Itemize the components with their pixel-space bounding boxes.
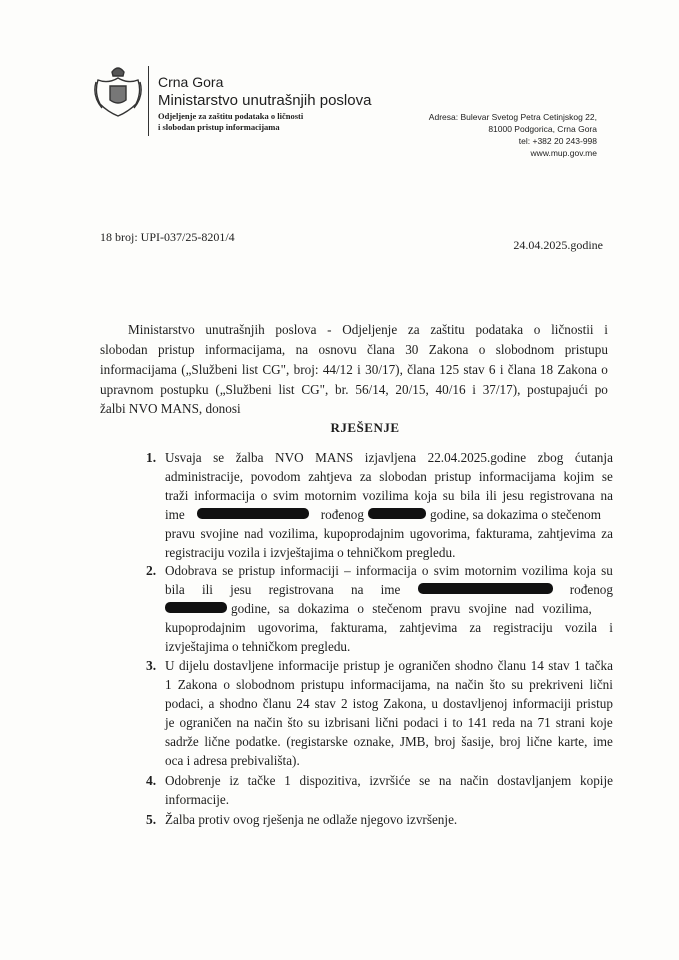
word: stav xyxy=(548,658,570,673)
word: 37/17), xyxy=(482,382,521,397)
word: podaci, xyxy=(165,696,204,711)
word: Zakona, xyxy=(383,696,427,711)
word: registrovana xyxy=(529,488,595,503)
word: broj: xyxy=(293,362,319,377)
word: način xyxy=(460,773,489,788)
word: informacija xyxy=(355,563,417,578)
word: jesu xyxy=(502,488,524,503)
word: a xyxy=(208,696,215,711)
word: što xyxy=(489,677,506,692)
word: to xyxy=(452,715,463,730)
word: pristupu xyxy=(300,677,345,692)
word: nad xyxy=(244,526,264,541)
word: lični xyxy=(589,677,613,692)
address-line-1: Adresa: Bulevar Svetog Petra Cetinjskog 22, xyxy=(428,112,597,122)
word: zbog xyxy=(537,450,564,465)
word: za xyxy=(601,526,613,541)
word: šasije, xyxy=(461,734,494,749)
item-line xyxy=(165,696,613,711)
word: slobodan xyxy=(379,469,427,484)
word: su xyxy=(511,677,524,692)
word: pravu xyxy=(165,526,196,541)
word: motornim xyxy=(304,488,357,503)
item-line xyxy=(165,601,592,616)
word: upravnom xyxy=(100,382,154,397)
redaction xyxy=(197,508,309,519)
word: – xyxy=(344,563,351,578)
word: i xyxy=(499,362,504,377)
word: se xyxy=(222,563,234,578)
word: o xyxy=(260,488,268,503)
country-name: Crna Gora xyxy=(158,74,224,90)
word: se xyxy=(419,773,431,788)
item-line xyxy=(165,677,613,692)
word: iz xyxy=(229,773,239,788)
word: ili xyxy=(485,488,497,503)
word: izjavljena xyxy=(364,450,417,465)
word: karte, xyxy=(557,734,588,749)
coat-of-arms-icon xyxy=(92,62,144,118)
word: ćutanja xyxy=(574,450,613,465)
word: svim xyxy=(433,563,460,578)
word: (registarske xyxy=(286,734,348,749)
document-date: 24.04.2025.godine xyxy=(513,238,603,252)
word: kopije xyxy=(580,773,613,788)
word: izbrisani xyxy=(324,715,371,730)
word: ograničen xyxy=(179,715,232,730)
item-line xyxy=(165,734,613,749)
word: slobodnom xyxy=(495,342,555,357)
word: informacijama, xyxy=(205,342,286,357)
intro-line xyxy=(100,362,608,377)
text: jesu xyxy=(230,582,252,597)
word: pristup xyxy=(343,658,380,673)
word: stav xyxy=(314,696,336,711)
text: na xyxy=(350,582,364,597)
word: koja xyxy=(414,488,437,503)
word: žalba xyxy=(235,450,264,465)
word: po xyxy=(594,382,608,397)
item-number: 5. xyxy=(146,812,157,827)
word: informacije xyxy=(278,658,339,673)
word: oznake, xyxy=(353,734,395,749)
word: informacija xyxy=(194,488,255,503)
word: informacijama xyxy=(100,362,177,377)
redaction xyxy=(165,602,227,613)
word: koja xyxy=(573,563,596,578)
word: na xyxy=(438,773,452,788)
word: za xyxy=(359,469,372,484)
text: ime xyxy=(165,507,185,522)
word: postupku xyxy=(160,382,209,397)
word: 18 xyxy=(539,362,554,377)
word: informacijama, xyxy=(350,677,431,692)
word: člana xyxy=(407,362,435,377)
word: na xyxy=(295,342,309,357)
word: svojine xyxy=(200,526,239,541)
word: i xyxy=(604,322,608,337)
word: 1 xyxy=(574,658,581,673)
word: ugovorima, xyxy=(409,526,471,541)
word: povodom xyxy=(250,469,301,484)
word: tačka xyxy=(585,658,613,673)
word: 30 xyxy=(405,342,419,357)
word: kupoprodajnim xyxy=(323,526,405,541)
word: člana xyxy=(507,362,536,377)
word: na xyxy=(236,715,249,730)
word: je xyxy=(384,658,395,673)
word: registraciju xyxy=(493,620,553,635)
text: bila xyxy=(165,582,185,597)
word: ograničen xyxy=(398,658,451,673)
word: pristup xyxy=(434,469,472,484)
word: motornim xyxy=(464,563,517,578)
word: zahtjevima xyxy=(537,526,596,541)
word: 40/16 xyxy=(435,382,466,397)
word: list xyxy=(278,382,295,397)
word: način xyxy=(253,715,283,730)
word: i xyxy=(357,362,361,377)
word: 24 xyxy=(296,696,310,711)
item-line xyxy=(165,488,613,503)
text: rođenog xyxy=(320,507,364,522)
word: shodno xyxy=(219,696,258,711)
word: Ministarstvo xyxy=(128,322,195,337)
word: pristupu xyxy=(564,342,608,357)
word: za xyxy=(407,322,420,337)
word: se xyxy=(213,450,225,465)
department-line-2: i slobodan pristup informacijama xyxy=(158,122,280,132)
word: lične xyxy=(204,734,230,749)
word: traži xyxy=(165,488,189,503)
text: rođenog xyxy=(569,582,613,597)
word: JMB, xyxy=(399,734,429,749)
word: 20/15, xyxy=(395,382,429,397)
word: se xyxy=(601,469,613,484)
word: podaci xyxy=(403,715,439,730)
word: informaciji xyxy=(280,563,339,578)
word: vozilima, xyxy=(268,526,319,541)
word: za xyxy=(469,620,482,635)
redaction xyxy=(418,583,553,594)
item-number: 1. xyxy=(146,450,157,465)
word: sadrže xyxy=(165,734,199,749)
word: na xyxy=(436,677,449,692)
word: i xyxy=(443,715,448,730)
word: pristup xyxy=(576,696,613,711)
word: 14 xyxy=(530,658,544,673)
word: pristup xyxy=(238,563,276,578)
word: vozila xyxy=(564,620,598,635)
department-line-1: Odjeljenje za zaštitu podataka o ličnosti xyxy=(158,111,304,121)
item-line xyxy=(165,620,613,635)
word: list xyxy=(241,362,259,377)
word: svim xyxy=(273,488,299,503)
word: 44/12 xyxy=(322,362,353,377)
word: kupoprodajnim xyxy=(165,620,246,635)
word: stav xyxy=(463,362,485,377)
word: fakturama, xyxy=(475,526,533,541)
word: i xyxy=(472,382,476,397)
word: 6 xyxy=(488,362,496,377)
item-line xyxy=(165,469,613,484)
word: ugovorima, xyxy=(257,620,319,635)
word: Odobrava xyxy=(165,563,217,578)
item-line xyxy=(165,658,613,673)
word: broj xyxy=(434,734,456,749)
word: slobodnom xyxy=(236,677,295,692)
word: vozilima xyxy=(521,563,569,578)
intro-line: žalbi NVO MANS, donosi xyxy=(100,401,241,416)
word: o xyxy=(421,563,429,578)
word: shodno xyxy=(454,658,494,673)
word: članu xyxy=(262,696,292,711)
word: ličnostii xyxy=(551,322,594,337)
item-line xyxy=(165,582,613,597)
word: broj xyxy=(499,734,521,749)
word: Odobrenje xyxy=(165,773,221,788)
word: 1 xyxy=(165,677,172,692)
word: unutrašnjih xyxy=(205,322,265,337)
word: o xyxy=(223,677,230,692)
word: dispozitiva, xyxy=(299,773,361,788)
item-line: oca i adresa prebivališta). xyxy=(165,753,300,768)
word: br. xyxy=(335,382,349,397)
word: vozilima xyxy=(362,488,409,503)
word: što xyxy=(287,715,303,730)
item-number: 2. xyxy=(146,563,157,578)
word: su xyxy=(442,488,455,503)
item-line: Žalba protiv ovog rješenja ne odlaže njegovo izvršenje. xyxy=(165,812,458,827)
item-line: registraciju vozila i izvještajima o tehničkom pregledu. xyxy=(165,545,456,560)
word: na xyxy=(600,488,613,503)
word: su xyxy=(601,563,613,578)
word: izvršiće xyxy=(369,773,411,788)
word: koje xyxy=(590,715,613,730)
word: zahtjevima xyxy=(399,620,458,635)
word: Zakona xyxy=(557,362,597,377)
text: godine, sa dokazima o stečenom pravu svojine nad vozilima, xyxy=(231,601,592,616)
word: prekriveni xyxy=(529,677,584,692)
word: („Službeni xyxy=(181,362,238,377)
word: administracije, xyxy=(165,469,243,484)
item-line: informacije. xyxy=(165,792,230,807)
word: je xyxy=(165,715,175,730)
word: strani xyxy=(555,715,586,730)
item-number: 4. xyxy=(146,773,157,788)
word: 71 xyxy=(537,715,551,730)
word: o xyxy=(601,362,608,377)
intro-line xyxy=(128,322,608,337)
word: MANS xyxy=(315,450,354,465)
word: slobodan xyxy=(100,342,148,357)
item-line xyxy=(165,507,601,522)
word: članu xyxy=(497,658,527,673)
word: U xyxy=(165,658,175,673)
item-line xyxy=(165,526,613,541)
word: 1 xyxy=(284,773,291,788)
word: 141 xyxy=(467,715,488,730)
word: reda xyxy=(492,715,516,730)
word: dostavljanjem xyxy=(497,773,572,788)
word: pristup xyxy=(158,342,195,357)
word: i xyxy=(609,620,613,635)
word: istog xyxy=(352,696,379,711)
intro-line xyxy=(100,342,608,357)
word: ime xyxy=(593,734,613,749)
item-line xyxy=(165,450,613,465)
word: dostavljene xyxy=(213,658,274,673)
item-line: izvještajima o tehničkom pregledu. xyxy=(165,639,351,654)
item-line xyxy=(165,773,613,788)
word: su xyxy=(307,715,320,730)
word: („Službeni xyxy=(215,382,272,397)
decision-title: RJEŠENJE xyxy=(330,420,400,435)
word: poslova xyxy=(275,322,317,337)
letterhead-divider xyxy=(148,66,149,136)
word: kojim xyxy=(563,469,595,484)
word: o xyxy=(478,342,486,357)
word: Zakona xyxy=(428,342,469,357)
word: zaštitu xyxy=(430,322,465,337)
word: informaciji xyxy=(512,696,572,711)
item-line xyxy=(165,563,613,578)
word: 22.04.2025.godine xyxy=(427,450,527,465)
word: o xyxy=(533,322,541,337)
word: tačke xyxy=(247,773,276,788)
text: registrovana xyxy=(268,582,334,597)
word: postupajući xyxy=(527,382,588,397)
word: podataka xyxy=(475,322,524,337)
website: www.mup.gov.me xyxy=(530,148,597,158)
text: godine, sa dokazima o stečenom xyxy=(430,507,602,522)
word: dijelu xyxy=(179,658,210,673)
phone: tel: +382 20 243-998 xyxy=(518,136,597,146)
word: na xyxy=(520,715,533,730)
word: CG", xyxy=(301,382,329,397)
ministry-name: Ministarstvo unutrašnjih poslova xyxy=(158,92,372,109)
word: Odjeljenje xyxy=(342,322,398,337)
word: 56/14, xyxy=(355,382,389,397)
text: ili xyxy=(201,582,213,597)
word: Usvaja xyxy=(165,450,202,465)
word: NVO xyxy=(275,450,304,465)
word: lične xyxy=(526,734,553,749)
address-line-2: 81000 Podgorica, Crna Gora xyxy=(488,124,597,134)
word: 125 xyxy=(439,362,460,377)
word: - xyxy=(327,322,332,337)
word: u xyxy=(431,696,438,711)
word: Zakona xyxy=(177,677,218,692)
word: podatke. xyxy=(235,734,281,749)
word: način xyxy=(455,677,484,692)
intro-line xyxy=(100,382,608,397)
reference-number: 18 broj: UPI-037/25-8201/4 xyxy=(100,230,235,244)
word: CG", xyxy=(262,362,290,377)
text: ime xyxy=(380,582,401,597)
word: 2 xyxy=(340,696,348,711)
word: osnovu xyxy=(318,342,357,357)
word: člana xyxy=(366,342,395,357)
item-number: 3. xyxy=(146,658,157,673)
word: fakturama, xyxy=(330,620,388,635)
word: lični xyxy=(375,715,399,730)
word: bila xyxy=(460,488,481,503)
redaction xyxy=(368,508,426,519)
word: zahtjeva xyxy=(308,469,353,484)
word: informacijama xyxy=(478,469,556,484)
word: dostavljenoj xyxy=(443,696,508,711)
item-line xyxy=(165,715,613,730)
word: 30/17), xyxy=(365,362,403,377)
